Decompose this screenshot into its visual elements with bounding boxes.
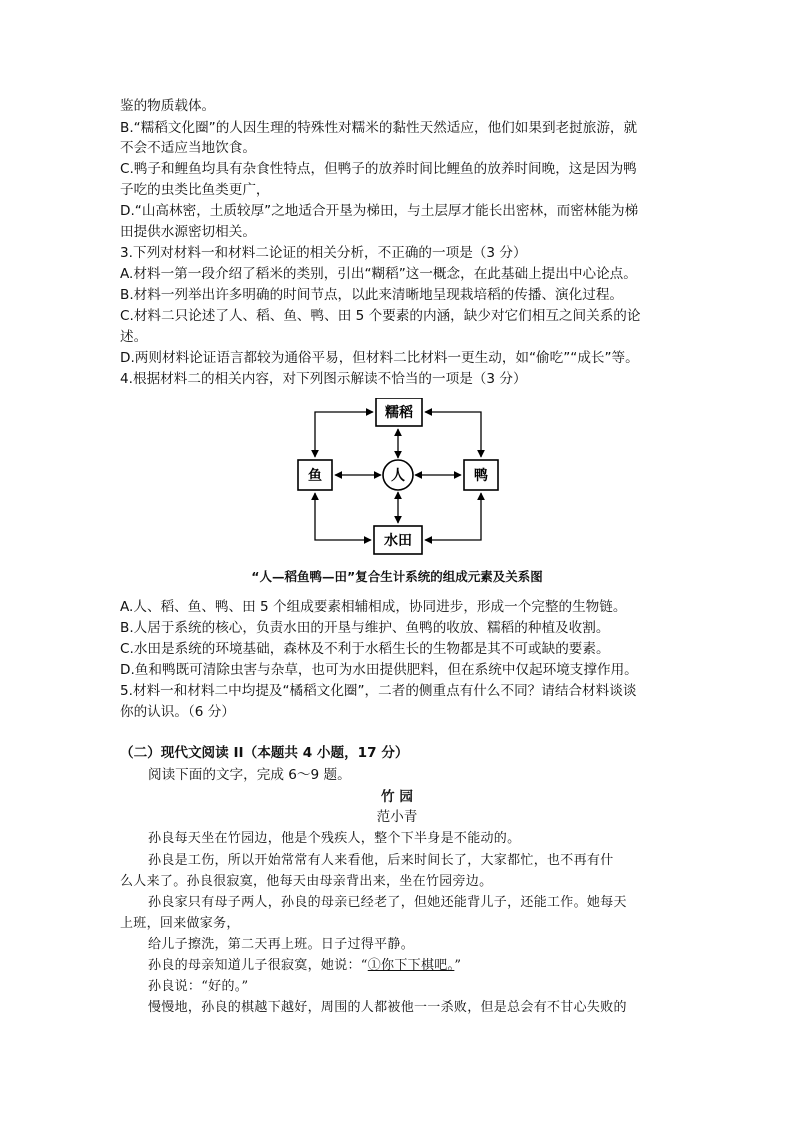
underlined-sentence-1: ①你下下棋吧。 [367,958,455,973]
section-instruction: 阅读下面的文字，完成 6～9 题。 [148,767,351,783]
q4-option-d: D.鱼和鸭既可清除虫害与杂草，也可为水田提供肥料，但在系统中仅起环境支撑作用。 [120,662,638,678]
node-duck-label: 鸭 [474,468,488,484]
text-line: 田提供水源密切相关。 [120,224,256,240]
story-paragraph: 给儿子擦洗，第二天再上班。日子过得平静。 [148,937,415,952]
q4-option-c: C.水田是系统的环境基础，森林及不利于水稻生长的生物都是其不可或缺的要素。 [120,641,610,657]
story-paragraph: 孙良每天坐在竹园边，他是个残疾人，整个下半身是不能动的。 [148,831,521,846]
story-paragraph: 慢慢地，孙良的棋越下越好，周围的人都被他一一杀败，但是总会有不甘心失败的 [148,1000,627,1015]
question-4: 4.根据材料二的相关内容，对下列图示解读不恰当的一项是（3 分） [120,371,527,387]
text-line: 子吃的虫类比鱼类更广， [120,182,270,198]
arrow-fish-field [315,493,371,540]
text-line: 不会不适应当地饮食。 [120,140,256,156]
relationship-diagram [290,398,512,560]
story-paragraph-cont: 么人来了。孙良很寂寞，他每天由母亲背出来，坐在竹园旁边。 [120,874,493,889]
diagram-caption: “人—稻鱼鸭—田”复合生计系统的组成元素及关系图 [251,569,543,584]
story-paragraph: 孙良是工伤，所以开始常常有人来看他，后来时间长了，大家都忙，也不再有什 [148,853,614,868]
q4-option-b: B.人居于系统的核心，负责水田的开垦与维护、鱼鸭的收放、糯稻的种植及收割。 [120,620,610,636]
story-paragraph: 孙良家只有母子两人，孙良的母亲已经老了，但她还能背儿子，还能工作。她每天 [148,895,627,910]
story-title: 竹 园 [381,789,413,805]
node-fish-label: 鱼 [308,468,322,484]
q3-option-a: A.材料一第一段介绍了稻米的类别，引出“糊稻”这一概念，在此基础上提出中心论点。 [120,266,637,282]
node-field-label: 水田 [384,533,412,549]
story-author: 范小青 [376,809,418,825]
arrow-duck-field [425,493,481,540]
question-3: 3.下列对材料一和材料二论证的相关分析，不正确的一项是（3 分） [120,245,527,261]
story-paragraph-cont: 上班，回来做家务， [120,916,240,931]
q4-option-a: A.人、稻、鱼、鸭、田 5 个组成要素相辅相成，协同进步，形成一个完整的生物链。 [120,599,627,615]
option-c-line: C.鸭子和鲤鱼均具有杂食性特点，但鸭子的放养时间比鲤鱼的放养时间晚，这是因为鸭 [120,161,637,177]
q3-option-c: C.材料二只论述了人、稻、鱼、鸭、田 5 个要素的内涵，缺少对它们相互之间关系的论 [120,308,641,324]
text-line: 鉴的物质载体。 [120,98,216,114]
story-paragraph [148,956,461,976]
section-heading: （二）现代文阅读 II（本题共 4 小题，17 分） [120,745,409,761]
arrow-rice-duck [425,412,481,457]
node-human-label: 人 [391,468,405,484]
question-5: 5.材料一和材料二中均提及“橘稻文化圈”，二者的侧重点有什么不同？请结合材料谈谈 [120,683,637,699]
option-b-line: B.“糯稻文化圈”的人因生理的特殊性对糯米的黏性天然适应，他们如果到老挝旅游，就 [120,120,638,136]
option-d-line: D.“山高林密，土质较厚”之地适合开垦为梯田，与土层厚才能长出密林，而密林能为梯 [120,203,639,219]
q3-option-b: B.材料一列举出许多明确的时间节点，以此来清晰地呈现栽培稻的传播、演化过程。 [120,287,624,303]
story-text: 孙良的母亲知道儿子很寂寞，她说：“ [148,958,368,973]
arrow-rice-fish [315,412,373,457]
story-text: ” [454,958,462,973]
q3-option-d: D.两则材料论证语言都较为通俗平易，但材料二比材料一更生动，如“偷吃”“成长”等。 [120,350,639,366]
node-rice-label: 糯稻 [385,405,413,421]
text-line: 述。 [120,329,148,345]
question-5-cont: 你的认识。（6 分） [120,704,235,720]
story-paragraph: 孙良说：“好的。” [148,979,249,994]
